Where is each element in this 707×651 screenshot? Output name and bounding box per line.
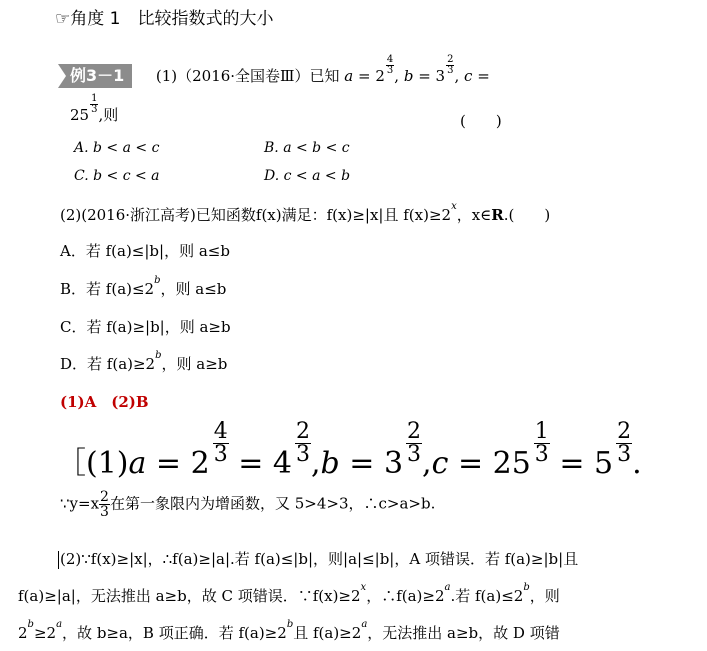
q1-option-a: A. b < a < c [74,140,160,156]
solution-part1-label: (1) [86,446,129,481]
q1-expr-a: a [344,67,354,85]
exp-4-3: $\frac{4}{3}$ [386,53,394,76]
exp-1-3: $\frac{1}{3}$ [91,92,98,115]
q2-option-b: B．若 $f(a)\le 2^b$，则 a≤b [60,275,227,298]
solution-bracket: ［ [56,446,86,481]
big-exp-1-3: $\frac{1}{3}$ [534,418,549,467]
solution-part2-line2: f(a)≥|a|，无法推出 a≥b，故 C 项错误．$\because f(x)\ge 2^x$，$\therefore f(a)\ge 2^a$.若 $f(a)\le 2^b$，则 [18,582,560,605]
q1-then: ,则 [98,106,119,124]
section-heading [55,4,273,29]
q1-option-b: B. a < b < c [264,140,350,156]
big-exp-2-3-c: $\frac{2}{3}$ [617,418,632,467]
q2-stem: (2)(2016·浙江高考)已知函数f(x)满足：f(x)≥|x|且 $f(x)\ge 2^x$，x∈R.( ) [60,201,551,224]
solution-part2-line1: (2)∵f(x)≥|x|，∴f(a)≥|a|.若 f(a)≤|b|，则|a|≤|b|，A 项错误．若 f(a)≥|b|且 [60,550,579,568]
big-exp-2-3-b: $\frac{2}{3}$ [407,418,422,467]
q1-line-2: 25 $\frac{1}{3}$ ,则 [70,92,119,124]
exp-2-3: $\frac{2}{3}$ [447,53,454,76]
q1-option-d: D. c < a < b [264,168,351,184]
since-frac-2-3: $\frac{2}{3}$ [100,489,109,520]
q1-source: (1)（2016·全国卷Ⅲ）已知 [155,67,340,85]
q2-option-a: A．若 f(a)≤|b|，则 a≤b [60,242,230,260]
q1-answer-paren: ( ) [460,112,502,130]
answer-line: (1)A (2)B [60,393,149,411]
q1-expr-b: b [403,67,414,85]
big-exp-4-3: $\frac{4}{3}$ [213,418,228,467]
big-exp-2-3-a: $\frac{2}{3}$ [295,418,310,467]
example-line-1: 例3－1 (1)（2016·全国卷Ⅲ）已知 a = 2 $\frac{4}{3}$ , b = 3 $\frac{2}{3}$ , c = [58,64,490,88]
q2-option-d: D．若 $f(a)\ge 2^b$，则 a≥b [60,350,228,373]
solution-formula-line: ［(1)a = 2 $\frac{4}{3}$ = 4 $\frac{2}{3}$ ,b = 3 $\frac{2}{3}$ ,c = 25 $\frac{1}{3}$ = 5 $\frac{2}{3}$ . [56,418,642,481]
q1-option-c: C. b < c < a [74,168,160,184]
q2-option-c: C．若 f(a)≥|b|，则 a≥b [60,318,231,336]
solution-since-line: ∵y=x $\frac{2}{3}$ 在第一象限内为增函数，又 5>4>3，∴c>a>b. [60,489,436,520]
q1-expr-c: c [464,67,473,85]
text-cursor [58,551,59,569]
solution-part2-line3: $2^b\ge 2^a$，故 b≥a，B 项正确．若 $f(a)\ge 2^b$且 $f(a)\ge 2^a$，无法推出 a≥b，故 D 项错 [18,619,560,642]
example-badge: 例3－1 [58,64,132,88]
section-heading-text: ☞角度 1 比较指数式的大小 [55,9,274,29]
